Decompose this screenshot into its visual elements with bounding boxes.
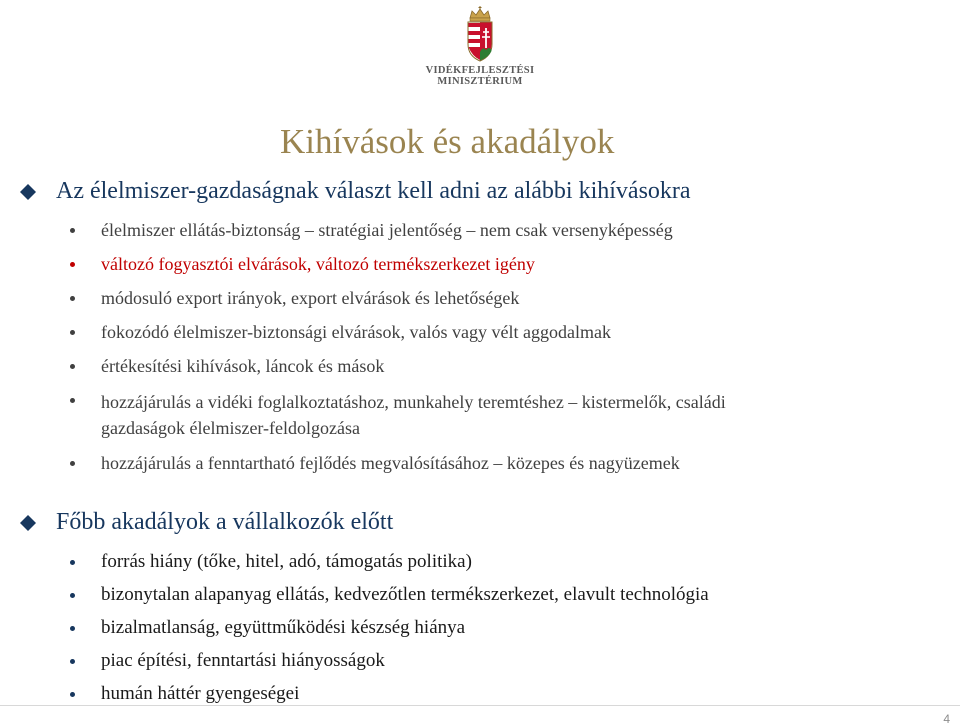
diamond-icon: [20, 184, 36, 200]
section-heading-text: Az élelmiszer-gazdaságnak választ kell adni az alábbi kihívásokra: [56, 178, 691, 204]
list-item-text: forrás hiány (tőke, hitel, adó, támogatás politika): [101, 551, 472, 572]
bullet-dot: [70, 262, 75, 267]
list-item-text: bizalmatlanság, együttműködési készség hiánya: [101, 617, 466, 638]
bullet-dot: [70, 692, 75, 697]
slide-title: Kihívások és akadályok: [280, 122, 615, 161]
logo-line-1: VIDÉKFEJLESZTÉSI: [425, 65, 535, 76]
bullet-dot: [70, 659, 75, 664]
list-item: [70, 355, 726, 378]
list-item-text: élelmiszer ellátás-biztonság – stratégiai jelentőség – nem csak versenyképesség: [101, 220, 673, 240]
list-item: [70, 616, 709, 639]
challenges-list: [70, 219, 726, 486]
bullet-dot: [70, 626, 75, 631]
list-item-text-continued: gazdaságok élelmiszer-feldolgozása: [101, 418, 361, 438]
list-item: [70, 649, 709, 672]
bullet-dot: [70, 560, 75, 565]
logo-line-2: MINISZTÉRIUM: [437, 76, 523, 87]
list-item-text: hozzájárulás a fenntartható fejlődés megvalósításához – közepes és nagyüzemek: [101, 453, 680, 473]
section-heading-text: Főbb akadályok a vállalkozók előtt: [56, 509, 394, 535]
list-item: [70, 550, 709, 573]
bullet-dot: [70, 461, 75, 466]
bullet-dot: [70, 228, 75, 233]
list-item-text: értékesítési kihívások, láncok és mások: [101, 356, 385, 376]
obstacles-list: [70, 550, 709, 715]
list-item: [70, 682, 709, 705]
section-heading-challenges: [18, 178, 691, 205]
bullet-dot: [70, 398, 75, 403]
diamond-icon: [20, 515, 36, 531]
footer-divider: [0, 705, 960, 706]
list-item: [70, 287, 726, 310]
list-item-text: fokozódó élelmiszer-biztonsági elvárások, valós vagy vélt aggodalmak: [101, 322, 611, 342]
bullet-dot: [70, 593, 75, 598]
list-item: [70, 452, 726, 475]
list-item: [70, 321, 726, 344]
list-item: [70, 583, 709, 606]
list-item-text: piac építési, fenntartási hiányosságok: [101, 650, 385, 671]
bullet-dot: [70, 296, 75, 301]
bullet-dot: [70, 330, 75, 335]
ministry-logo: [410, 6, 550, 96]
list-item-text: hozzájárulás a vidéki foglalkoztatáshoz, munkahely teremtéshez – kistermelők, családi: [101, 392, 726, 412]
list-item: [70, 219, 726, 242]
list-item: [70, 253, 726, 276]
bullet-dot: [70, 364, 75, 369]
section-heading-obstacles: [18, 509, 393, 536]
page-number: 4: [943, 712, 950, 726]
coat-of-arms-icon: [463, 6, 497, 62]
list-item: [70, 389, 726, 441]
list-item-text: módosuló export irányok, export elvárások és lehetőségek: [101, 288, 520, 308]
list-item-text: humán háttér gyengeségei: [101, 683, 300, 704]
list-item-text: bizonytalan alapanyag ellátás, kedvezőtlen termékszerkezet, elavult technológia: [101, 584, 709, 605]
list-item-text: változó fogyasztói elvárások, változó termékszerkezet igény: [101, 254, 535, 274]
